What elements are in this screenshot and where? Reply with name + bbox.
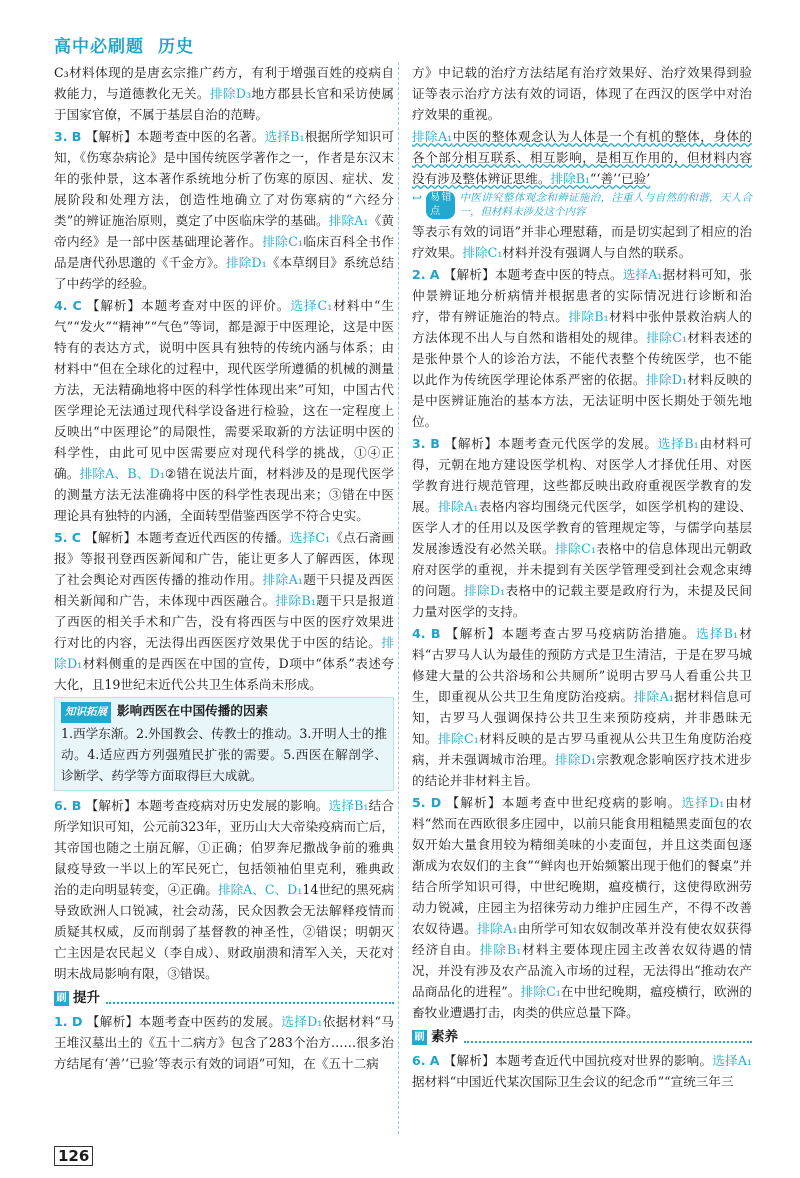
option-keyword: 选择D₁ <box>281 1014 323 1029</box>
question-number: 3. <box>54 129 68 144</box>
answer-4 <box>412 623 752 791</box>
question-number: 6. <box>54 798 68 813</box>
question-number: 5. <box>54 530 68 545</box>
answer-letter: B <box>71 798 82 813</box>
answer-text: C₃材料体现的是唐玄宗推广药方，有利于增强百姓的疫病自救能力，与道德教化无关。排除D₃地方郡县长官和采访使属于国家官僚，不属于基层自治的范畴。 <box>54 65 395 122</box>
page-header <box>54 32 194 57</box>
question-number: 1. <box>54 1014 68 1029</box>
answer-letter: D <box>71 1014 83 1029</box>
answer-explanation: 【解析】本题考查中医药的发展。选择D₁依据材料“马王堆汉墓出土的《五十二病方》包含了283个治方……很多治方结尾有‘善’‘已验’等表示有效的词语”可知，在《五十二病 <box>54 1014 394 1071</box>
section-label: 素养 <box>431 1029 458 1045</box>
option-keyword: 排除B₁ <box>550 171 591 186</box>
option-keyword: 排除A₁ <box>477 921 518 936</box>
answer-explanation: 【解析】本题考查中医的特点。选择A₁据材料可知，张仲景辨证地分析病情并根据患者的实际情况进行诊断和治疗，带有辨证施治的特点。排除B₁材料中张仲景救治病人的方法体现不出人与自然和谐相处的规律。排除C₁材料表述的是张仲景个人的诊治方法，不能代表整个传统医学，也不能以此作为传统医学理论体系严密的依据。排除D₁材料反映的是中医辨证施治的基本方法，无法证明中医长期处于领先地位。 <box>412 267 753 429</box>
tip-note <box>412 191 752 219</box>
option-keyword: 排除D₁ <box>554 752 597 767</box>
answer-5 <box>412 792 752 1023</box>
option-keyword: 排除C₁ <box>646 330 687 345</box>
answer-3 <box>412 433 752 622</box>
answer-letter: B <box>430 436 440 451</box>
option-keyword: 排除C₁ <box>520 984 561 999</box>
answer-letter: C <box>72 298 82 313</box>
section-label: 提升 <box>73 990 100 1006</box>
answer-4 <box>54 295 394 526</box>
knowledge-box-title: 影响西医在中国传播的因素 <box>117 703 269 718</box>
page-number: 126 <box>54 1146 93 1166</box>
option-keyword: 选择C₁ <box>290 298 333 313</box>
option-keyword: 选择B₁ <box>695 626 739 641</box>
option-keyword: 排除C₁ <box>262 234 303 249</box>
option-keyword: 排除A₁ <box>262 572 303 587</box>
option-keyword: 排除A、B、D₁ <box>79 466 165 481</box>
answer-explanation: 【解析】本题考查疫病对历史发展的影响。选择B₁结合所学知识可知，公元前323年，亚历山大大帝染疫病而亡后，其帝国也随之土崩瓦解，①正确；伯罗奔尼撒战争前的雅典鼠疫导致一半以上的军民死亡，包括领袖伯里克利，雅典政治的走向明显转变，④正确。排除A、C、D₁14世纪的黑死病导致欧洲人口锐减，社会动荡，民众因教会无法解释疫情而质疑其权威，反而削弱了基督教的神圣性，②错误；明朝灭亡主因是农民起义（李自成）、财政崩溃和清军入关，天花对明末战局影响有限，③错误。 <box>54 798 395 981</box>
question-number: 4. <box>412 626 426 641</box>
answer-explanation: 【解析】本题考查近代中国抗疫对世界的影响。选择A₁据材料“中国近代某次国际卫生会议的纪念币”“宣统三年三 <box>412 1053 752 1089</box>
option-keyword: 排除A₁ <box>328 213 369 228</box>
answer-letter: A <box>429 267 440 282</box>
option-keyword: 排除C₁ <box>438 731 479 746</box>
answer-2 <box>412 264 752 432</box>
answer-letter: C <box>71 530 82 545</box>
book-title: 高中必刷题 <box>54 37 144 57</box>
option-keyword: 排除A、C、D₁ <box>217 882 303 897</box>
answer-text: 方》中记载的治疗方法结尾有治疗效果好、治疗效果得到验证等表示治疗方法有效的词语，体现了在西汉的医学中对治疗效果的重视。 <box>412 65 752 122</box>
option-keyword: 选择B₁ <box>264 129 305 144</box>
answer-explanation: 【解析】本题考查中世纪疫病的影响。选择D₁由材料“然而在西欧很多庄园中，以前只能食用粗糙黑麦面包的农奴开始大量食用较为精细美味的小麦面包，并且这类面包逐渐成为农奴们的主食”“鲜肉也开始频繁出现于他们的餐桌”并结合所学知识可得，中世纪晚期，瘟疫横行，这使得欧洲劳动力锐减，庄园主为招徕劳动力维护庄园生产，不得不改善农奴待遇。排除A₁由所学可知农奴制改革并没有使农奴获得经济自由。排除B₁材料主要体现庄园主改善农奴待遇的情况，并没有涉及农产品流入市场的过程，无法得出“推动农产品商品化的进程”。排除C₁在中世纪晚期，瘟疫横行，欧洲的畜牧业遭遇打击，肉类的供应总量下降。 <box>412 795 753 1020</box>
brush-icon: 刷 <box>54 991 69 1006</box>
option-keyword: 排除D₁ <box>463 583 506 598</box>
curved-arrow-icon: ↩ <box>412 191 423 205</box>
option-keyword: 选择A₁ <box>622 267 663 282</box>
right-column <box>412 62 752 1093</box>
section-dots <box>106 994 394 1004</box>
answer-explanation: 【解析】本题考查中医的名著。选择B₁根据所学知识可知，《伤寒杂病论》是中国传统医学著作之一，作者是东汉末年的张仲景，这本著作系统地分析了伤寒的原因、症状、发展阶段和处理方法，创造性地确立了对伤寒病的“六经分类”的辨证施治原则，奠定了中医临床学的基础。排除A₁《黄帝内经》是一部中医基础理论著作。排除C₁临床百科全书作品是唐代孙思邈的《千金方》。排除D₁《本草纲目》系统总结了中药学的经验。 <box>54 129 395 291</box>
knowledge-box-header <box>61 700 387 723</box>
knowledge-box <box>54 697 394 791</box>
answer-1 <box>54 1011 394 1074</box>
question-number: 2. <box>412 267 426 282</box>
section-dots <box>464 1033 752 1043</box>
option-keyword: 排除B₁ <box>479 942 522 957</box>
option-keyword: 排除C₁ <box>462 245 503 260</box>
option-keyword: 选择D₁ <box>681 795 725 810</box>
option-keyword: 排除A₁ <box>412 129 453 144</box>
question-number: 5. <box>412 795 426 810</box>
option-keyword: 排除A₁ <box>438 499 479 514</box>
option-keyword: 选择B₁ <box>657 436 699 451</box>
answer-5 <box>54 527 394 695</box>
section-header-suyang <box>412 1027 752 1048</box>
tip-badge: 易错点 <box>426 191 455 219</box>
section-header-tisheng <box>54 988 394 1009</box>
answer-letter: A <box>429 1053 440 1068</box>
answer-text-underlined: 排除A₁中医的整体观念认为人体是一个有机的整体，身体的各个部分相互联系、相互影响，是相互作用的，但材料内容没有涉及整体辨证思维。排除B₁“‘善’‘已验’ <box>412 129 752 186</box>
option-keyword: 排除D₁ <box>226 255 267 270</box>
answer-explanation: 【解析】本题考查古罗马疫病防治措施。选择B₁材料“古罗马人认为最佳的预防方式是卫生清洁，于是在罗马城修建大量的公共浴场和公共厕所”说明古罗马人看重公共卫生，即重视从公共卫生角度防治疫病。排除A₁据材料信息可知，古罗马人强调保持公共卫生来预防疫病，并非愚昧无知。排除C₁材料反映的是古罗马重视从公共卫生角度防治疫病，并未强调城市治理。排除D₁宗教观念影响医疗技术进步的结论并非材料主旨。 <box>412 626 753 788</box>
answer-6 <box>412 1050 752 1092</box>
option-keyword: 排除A₁ <box>633 689 674 704</box>
option-keyword: 排除D₁ <box>645 372 688 387</box>
answer-6 <box>54 795 394 984</box>
option-keyword: 选择A₁ <box>712 1053 752 1068</box>
option-keyword: 选择B₁ <box>328 798 369 813</box>
answer-letter: D <box>430 795 442 810</box>
answer-text: 等表示有效的词语”并非心理慰藉，而是切实起到了相应的治疗效果。排除C₁材料并没有强调人与自然的联系。 <box>412 224 752 260</box>
question-number: 6. <box>412 1053 426 1068</box>
subject-title: 历史 <box>158 37 194 57</box>
answer-explanation: 【解析】本题考查元代医学的发展。选择B₁由材料可得，元朝在地方建设医学机构、对医学人才择优任用、对医学教育进行规范管理，这些都反映出政府重视医学教育的发展。排除A₁表格内容均围绕元代医学，如医学机构的建设、医学人才的任用以及医学教育的管理规定等，与儒学向基层发展渗透没有必然关联。排除C₁表格中的信息体现出元朝政府对医学的重视，并未提到有关医学管理受到社会观念束缚的问题。排除D₁表格中的记载主要是政府行为，未提及民间力量对医学的支持。 <box>412 436 753 619</box>
answer-letter: B <box>71 129 82 144</box>
answer-letter: B <box>430 626 441 641</box>
answer-3 <box>54 126 394 294</box>
brush-icon: 刷 <box>412 1030 427 1045</box>
option-keyword: 选择C₁ <box>289 530 331 545</box>
option-keyword: 排除B₁ <box>275 593 316 608</box>
option-keyword: 排除D₃ <box>209 86 252 101</box>
column-divider <box>398 62 400 1134</box>
left-column <box>54 62 394 1075</box>
question-number: 3. <box>412 436 426 451</box>
option-keyword: 排除B₁ <box>568 309 609 324</box>
knowledge-box-body: 1.西学东渐。2.外国教会、传教士的推动。3.开明人士的推动。4.适应西方列强殖民扩张的需要。5.西医在解剖学、诊断学、药学等方面取得巨大成就。 <box>61 726 387 783</box>
answer-explanation: 【解析】本题考查对中医的评价。选择C₁材料中“生气”“发火”“精神”“气色”等词，都是源于中医理论，这是中医特有的表达方式，说明中医具有独特的传统内涵与体系；由材料中“但在全球化的过程中，现代医学所遵循的机械的测量方法，无法精确地将中医的科学性体现出来”可知，中国古代医学理论无法通过现代科学设备进行检验，这在一定程度上反映出“中医理论”的局限性，需要采取新的方法证明中医的科学性，由此可见中医需要应对现代科学的挑战，①④正确。排除A、B、D₁②错在说法片面，材料涉及的是现代医学的测量方法无法准确将中医的科学性表现出来；③错在中医理论具有独特的内涵，全面转型借鉴西医学不符合史实。 <box>54 298 395 523</box>
tip-text: 中医讲究整体观念和辨证施治，注重人与自然的和谐，天人合一，但材料未涉及这个内容 <box>459 192 752 218</box>
option-keyword: 排除D₁ <box>54 635 394 671</box>
question-number: 4. <box>54 298 68 313</box>
answer-explanation: 【解析】本题考查近代西医的传播。选择C₁《点石斋画报》等报刊登西医新闻和广告，能让更多人了解西医，体现了社会舆论对西医传播的推动作用。排除A₁题干只提及西医相关新闻和广告，未体现中西医融合。排除B₁题干只是报道了西医的相关手术和广告，没有将西医与中医的医疗效果进行对比的内容，无法得出西医医疗效果优于中医的结论。排除D₁材料侧重的是西医在中国的宣传，D项中“体系”表述夸大化，且19世纪末近代公共卫生体系尚未形成。 <box>54 530 395 692</box>
knowledge-tag: 知识拓展 <box>61 702 111 723</box>
option-keyword: 排除C₁ <box>555 541 596 556</box>
